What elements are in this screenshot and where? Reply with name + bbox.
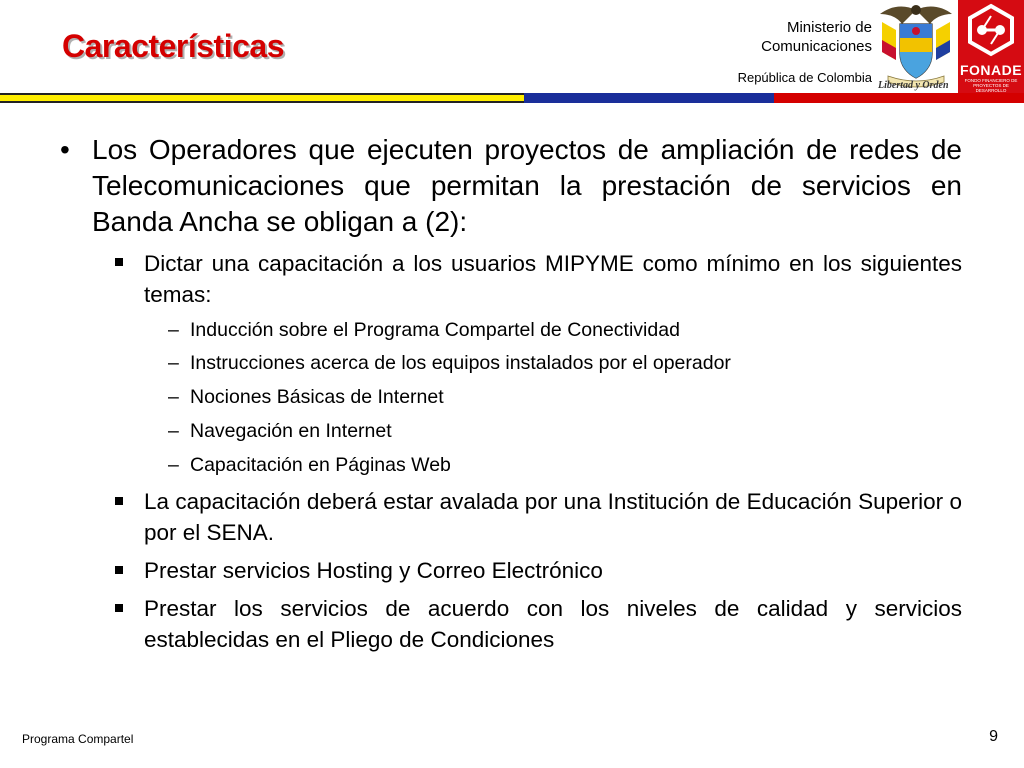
sub-bullet-3: Prestar servicios Hosting y Correo Electrónico <box>144 558 603 583</box>
ministry-name <box>761 18 872 56</box>
square-bullet <box>115 497 123 505</box>
sub-bullet-4: Prestar los servicios de acuerdo con los niveles de calidad y servicios establecidas en el Pliego de Condiciones <box>144 596 962 652</box>
slide-title: Características <box>62 28 284 64</box>
topic-5: Capacitación en Páginas Web <box>190 454 451 476</box>
square-bullet <box>115 566 123 574</box>
topic-1: Inducción sobre el Programa Compartel de Conectividad <box>190 319 680 341</box>
dash-bullet: – <box>168 319 179 341</box>
fonade-subtitle: FONDO FINANCIERO DE PROYECTOS DE DESARROLLO <box>964 78 1018 93</box>
sub-bullet-2: La capacitación deberá estar avalada por una Institución de Educación Superior o por el SENA. <box>144 489 962 545</box>
crest-motto: Libertad y Orden <box>878 80 949 91</box>
topic-4: Navegación en Internet <box>190 420 392 442</box>
square-bullet <box>115 604 123 612</box>
dash-bullet: – <box>168 352 179 374</box>
square-bullet <box>115 258 123 266</box>
ministry-line-1: Ministerio de <box>786 19 872 36</box>
header-bar-blue <box>524 93 774 103</box>
header-bar-yellow <box>0 93 524 103</box>
republic-label: República de Colombia <box>737 70 872 85</box>
fonade-logo <box>958 0 1024 93</box>
dash-bullet: – <box>168 420 179 442</box>
sub-bullet-1: Dictar una capacitación a los usuarios MIPYME como mínimo en los siguientes temas: <box>144 251 962 307</box>
topic-3: Nociones Básicas de Internet <box>190 386 444 408</box>
fonade-name: FONADE <box>959 62 1023 78</box>
ministry-line-2: Comunicaciones <box>761 38 872 55</box>
header-bar-red <box>774 93 1024 103</box>
bullet-dot: • <box>60 134 70 165</box>
dash-bullet: – <box>168 386 179 408</box>
topic-2: Instrucciones acerca de los equipos instalados por el operador <box>190 352 731 374</box>
fonade-network-icon <box>958 0 1024 60</box>
footer-program: Programa Compartel <box>22 732 134 746</box>
page-number: 9 <box>989 728 998 745</box>
main-bullet-text: Los Operadores que ejecuten proyectos de ampliación de redes de Telecomunicaciones que permitan la prestación de servicios en Banda Ancha se obligan a (2): <box>92 134 962 237</box>
dash-bullet: – <box>168 454 179 476</box>
